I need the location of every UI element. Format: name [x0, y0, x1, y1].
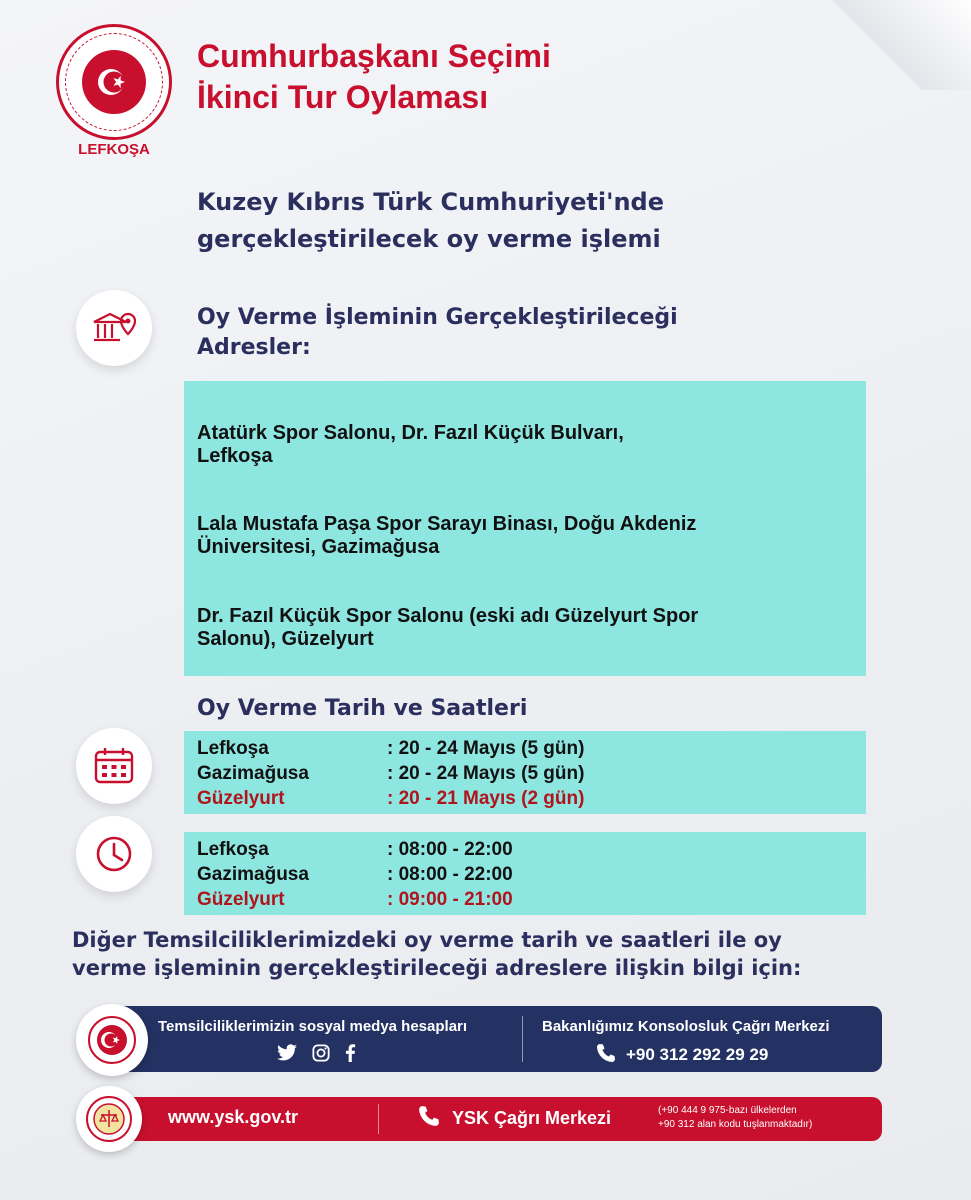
footer-note-line-1: Diğer Temsilciliklerimizdeki oy verme tarih ve saatleri ile oy	[72, 928, 782, 952]
calendar-icon	[76, 728, 152, 804]
date-row	[197, 763, 584, 788]
ysk-logo	[76, 1086, 142, 1152]
hour-city: Lefkoşa	[197, 839, 269, 860]
footer-note-line-2: verme işleminin gerçekleştirileceği adreslere ilişkin bilgi için:	[72, 956, 802, 980]
phone-number: +90 312 292 29 29	[626, 1045, 769, 1064]
title-line-1: Cumhurbaşkanı Seçimi	[197, 38, 551, 74]
address-line: Üniversitesi, Gazimağusa	[197, 536, 440, 558]
phone-icon	[596, 1043, 616, 1067]
address-line: Lefkoşa	[197, 445, 273, 467]
address-line: Atatürk Spor Salonu, Dr. Fazıl Küçük Bulvarı,	[197, 422, 624, 444]
date-value: : 20 - 21 Mayıs (2 gün)	[387, 788, 585, 809]
social-icons	[276, 1044, 356, 1066]
hour-value: : 08:00 - 22:00	[387, 864, 513, 885]
corner-fold-decoration	[831, 0, 971, 90]
hour-row	[197, 864, 513, 889]
instagram-icon[interactable]	[312, 1044, 330, 1066]
ysk-note-line-1: (+90 444 9 975-bazı ülkelerden	[658, 1105, 797, 1116]
address-item	[197, 422, 857, 468]
date-city: Gazimağusa	[197, 763, 309, 784]
date-value: : 20 - 24 Mayıs (5 gün)	[387, 763, 585, 784]
date-row	[197, 738, 584, 763]
hour-city: Güzelyurt	[197, 889, 285, 910]
address-item	[197, 605, 857, 651]
addresses-heading	[197, 303, 678, 363]
ysk-call-note	[658, 1104, 812, 1132]
address-line: Salonu), Güzelyurt	[197, 628, 374, 650]
twitter-icon[interactable]	[276, 1044, 298, 1066]
embassy-small-logo	[76, 1004, 148, 1076]
emblem-ring	[65, 33, 163, 131]
date-city: Güzelyurt	[197, 788, 285, 809]
address-line: Lala Mustafa Paşa Spor Sarayı Binası, Doğu Akdeniz	[197, 513, 697, 535]
page-title	[197, 36, 551, 118]
date-value: : 20 - 24 Mayıs (5 gün)	[387, 738, 585, 759]
title-line-2: İkinci Tur Oylaması	[197, 79, 489, 115]
hour-row	[197, 839, 513, 864]
phone-icon	[418, 1105, 440, 1131]
date-row	[197, 788, 584, 813]
hour-city: Gazimağusa	[197, 864, 309, 885]
schedule-heading: Oy Verme Tarih ve Saatleri	[197, 696, 528, 721]
subtitle-line-2: gerçekleştirilecek oy verme işlemi	[197, 225, 661, 253]
building-location-icon	[76, 290, 152, 366]
address-item	[197, 513, 857, 559]
ysk-website-link[interactable]: www.ysk.gov.tr	[168, 1107, 299, 1127]
emblem-place-label: LEFKOŞA	[78, 141, 150, 158]
addresses-heading-line-1: Oy Verme İşleminin Gerçekleştirileceği	[197, 305, 678, 330]
facebook-icon[interactable]	[344, 1044, 356, 1066]
embassy-emblem-logo	[56, 24, 172, 140]
hour-value: : 09:00 - 21:00	[387, 889, 513, 910]
clock-icon	[76, 816, 152, 892]
date-city: Lefkoşa	[197, 738, 269, 759]
address-line: Dr. Fazıl Küçük Spor Salonu (eski adı Güzelyurt Spor	[197, 605, 699, 627]
call-center-label: Bakanlığımız Konsolosluk Çağrı Merkezi	[542, 1018, 830, 1035]
contact-divider	[522, 1016, 523, 1062]
ysk-call-center[interactable]	[418, 1105, 611, 1131]
hour-value: : 08:00 - 22:00	[387, 839, 513, 860]
ysk-call-center-label: YSK Çağrı Merkezi	[452, 1107, 612, 1128]
ysk-note-line-2: +90 312 alan kodu tuşlanmaktadır)	[658, 1119, 813, 1130]
footer-note	[72, 926, 912, 982]
call-center-phone[interactable]	[596, 1043, 768, 1067]
ysk-divider	[378, 1104, 379, 1134]
hour-row	[197, 889, 513, 914]
addresses-heading-line-2: Adresler:	[197, 335, 311, 360]
subtitle-line-1: Kuzey Kıbrıs Türk Cumhuriyeti'nde	[197, 188, 664, 216]
social-media-label: Temsilciliklerimizin sosyal medya hesapları	[158, 1018, 468, 1035]
page-subtitle	[197, 184, 664, 258]
